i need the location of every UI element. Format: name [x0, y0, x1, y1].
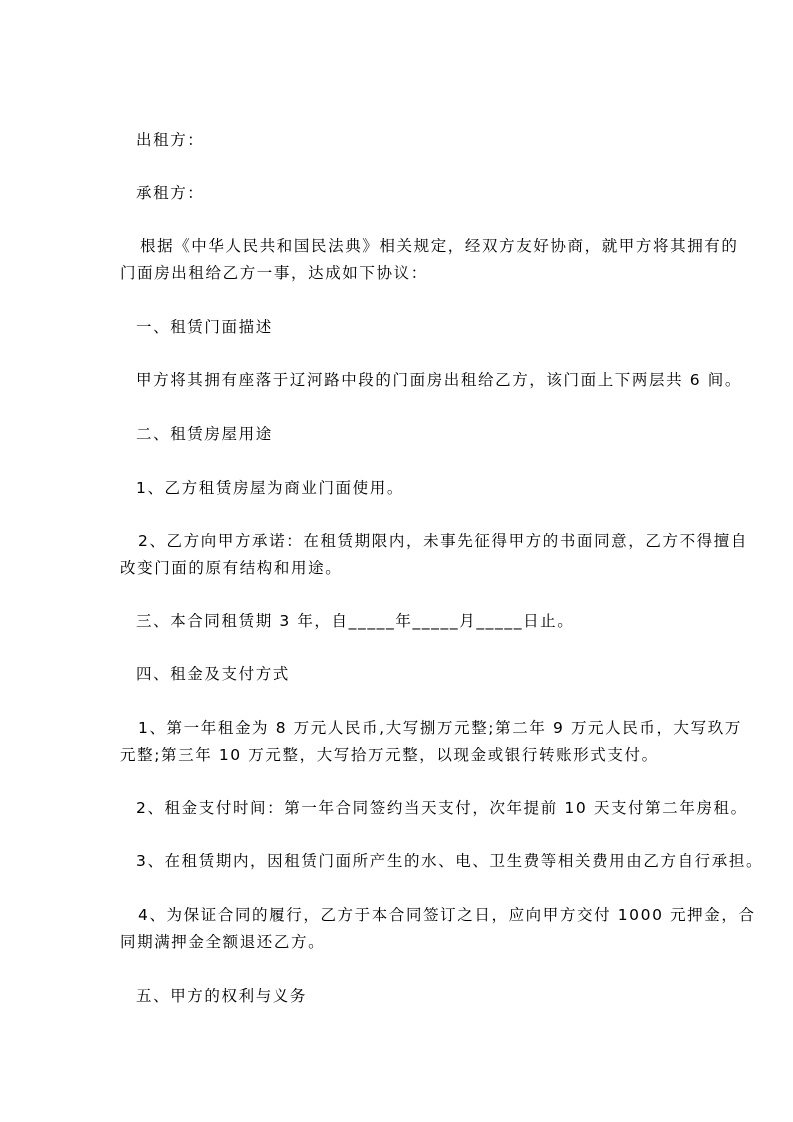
section-2-item-2-line-1: 2、乙方向甲方承诺：在租赁期限内，未事先征得甲方的书面同意，乙方不得擅自 — [138, 532, 748, 550]
section-4-item-4-line-1: 4、为保证合同的履行，乙方于本合同签订之日，应向甲方交付 1000 元押金，合 — [138, 906, 756, 924]
section-2-item-1: 1、乙方租赁房屋为商业门面使用。 — [136, 479, 404, 497]
section-5-title: 五、甲方的权利与义务 — [136, 987, 308, 1005]
section-1-title: 一、租赁门面描述 — [136, 318, 273, 336]
section-2-item-2-line-2: 改变门面的原有结构和用途。 — [120, 559, 343, 577]
preamble-line-1: 根据《中华人民共和国民法典》相关规定，经双方友好协商，就甲方将其拥有的 — [140, 237, 739, 255]
section-3: 三、本合同租赁期 3 年，自_____年_____月_____日止。 — [136, 612, 575, 630]
section-4-title: 四、租金及支付方式 — [136, 665, 290, 683]
preamble-line-2: 门面房出租给乙方一事，达成如下协议： — [120, 264, 428, 282]
section-4-item-1-line-1: 1、第一年租金为 8 万元人民币,大写捌万元整;第二年 9 万元人民币，大写玖万 — [138, 719, 742, 737]
section-4-item-3: 3、在租赁期内，因租赁门面所产生的水、电、卫生费等相关费用由乙方自行承担。 — [136, 852, 764, 870]
lessor-label: 出租方： — [136, 131, 205, 149]
section-2-title: 二、租赁房屋用途 — [136, 425, 273, 443]
section-4-item-2: 2、租金支付时间：第一年合同签约当天支付，次年提前 10 天支付第二年房租。 — [136, 799, 748, 817]
section-4-item-4-line-2: 同期满押金全额退还乙方。 — [120, 933, 326, 951]
lessee-label: 承租方： — [136, 184, 205, 202]
section-4-item-1-line-2: 元整;第三年 10 万元整，大写拾万元整，以现金或银行转账形式支付。 — [120, 746, 659, 764]
section-1-body: 甲方将其拥有座落于辽河路中段的门面房出租给乙方，该门面上下两层共 6 间。 — [136, 371, 742, 389]
